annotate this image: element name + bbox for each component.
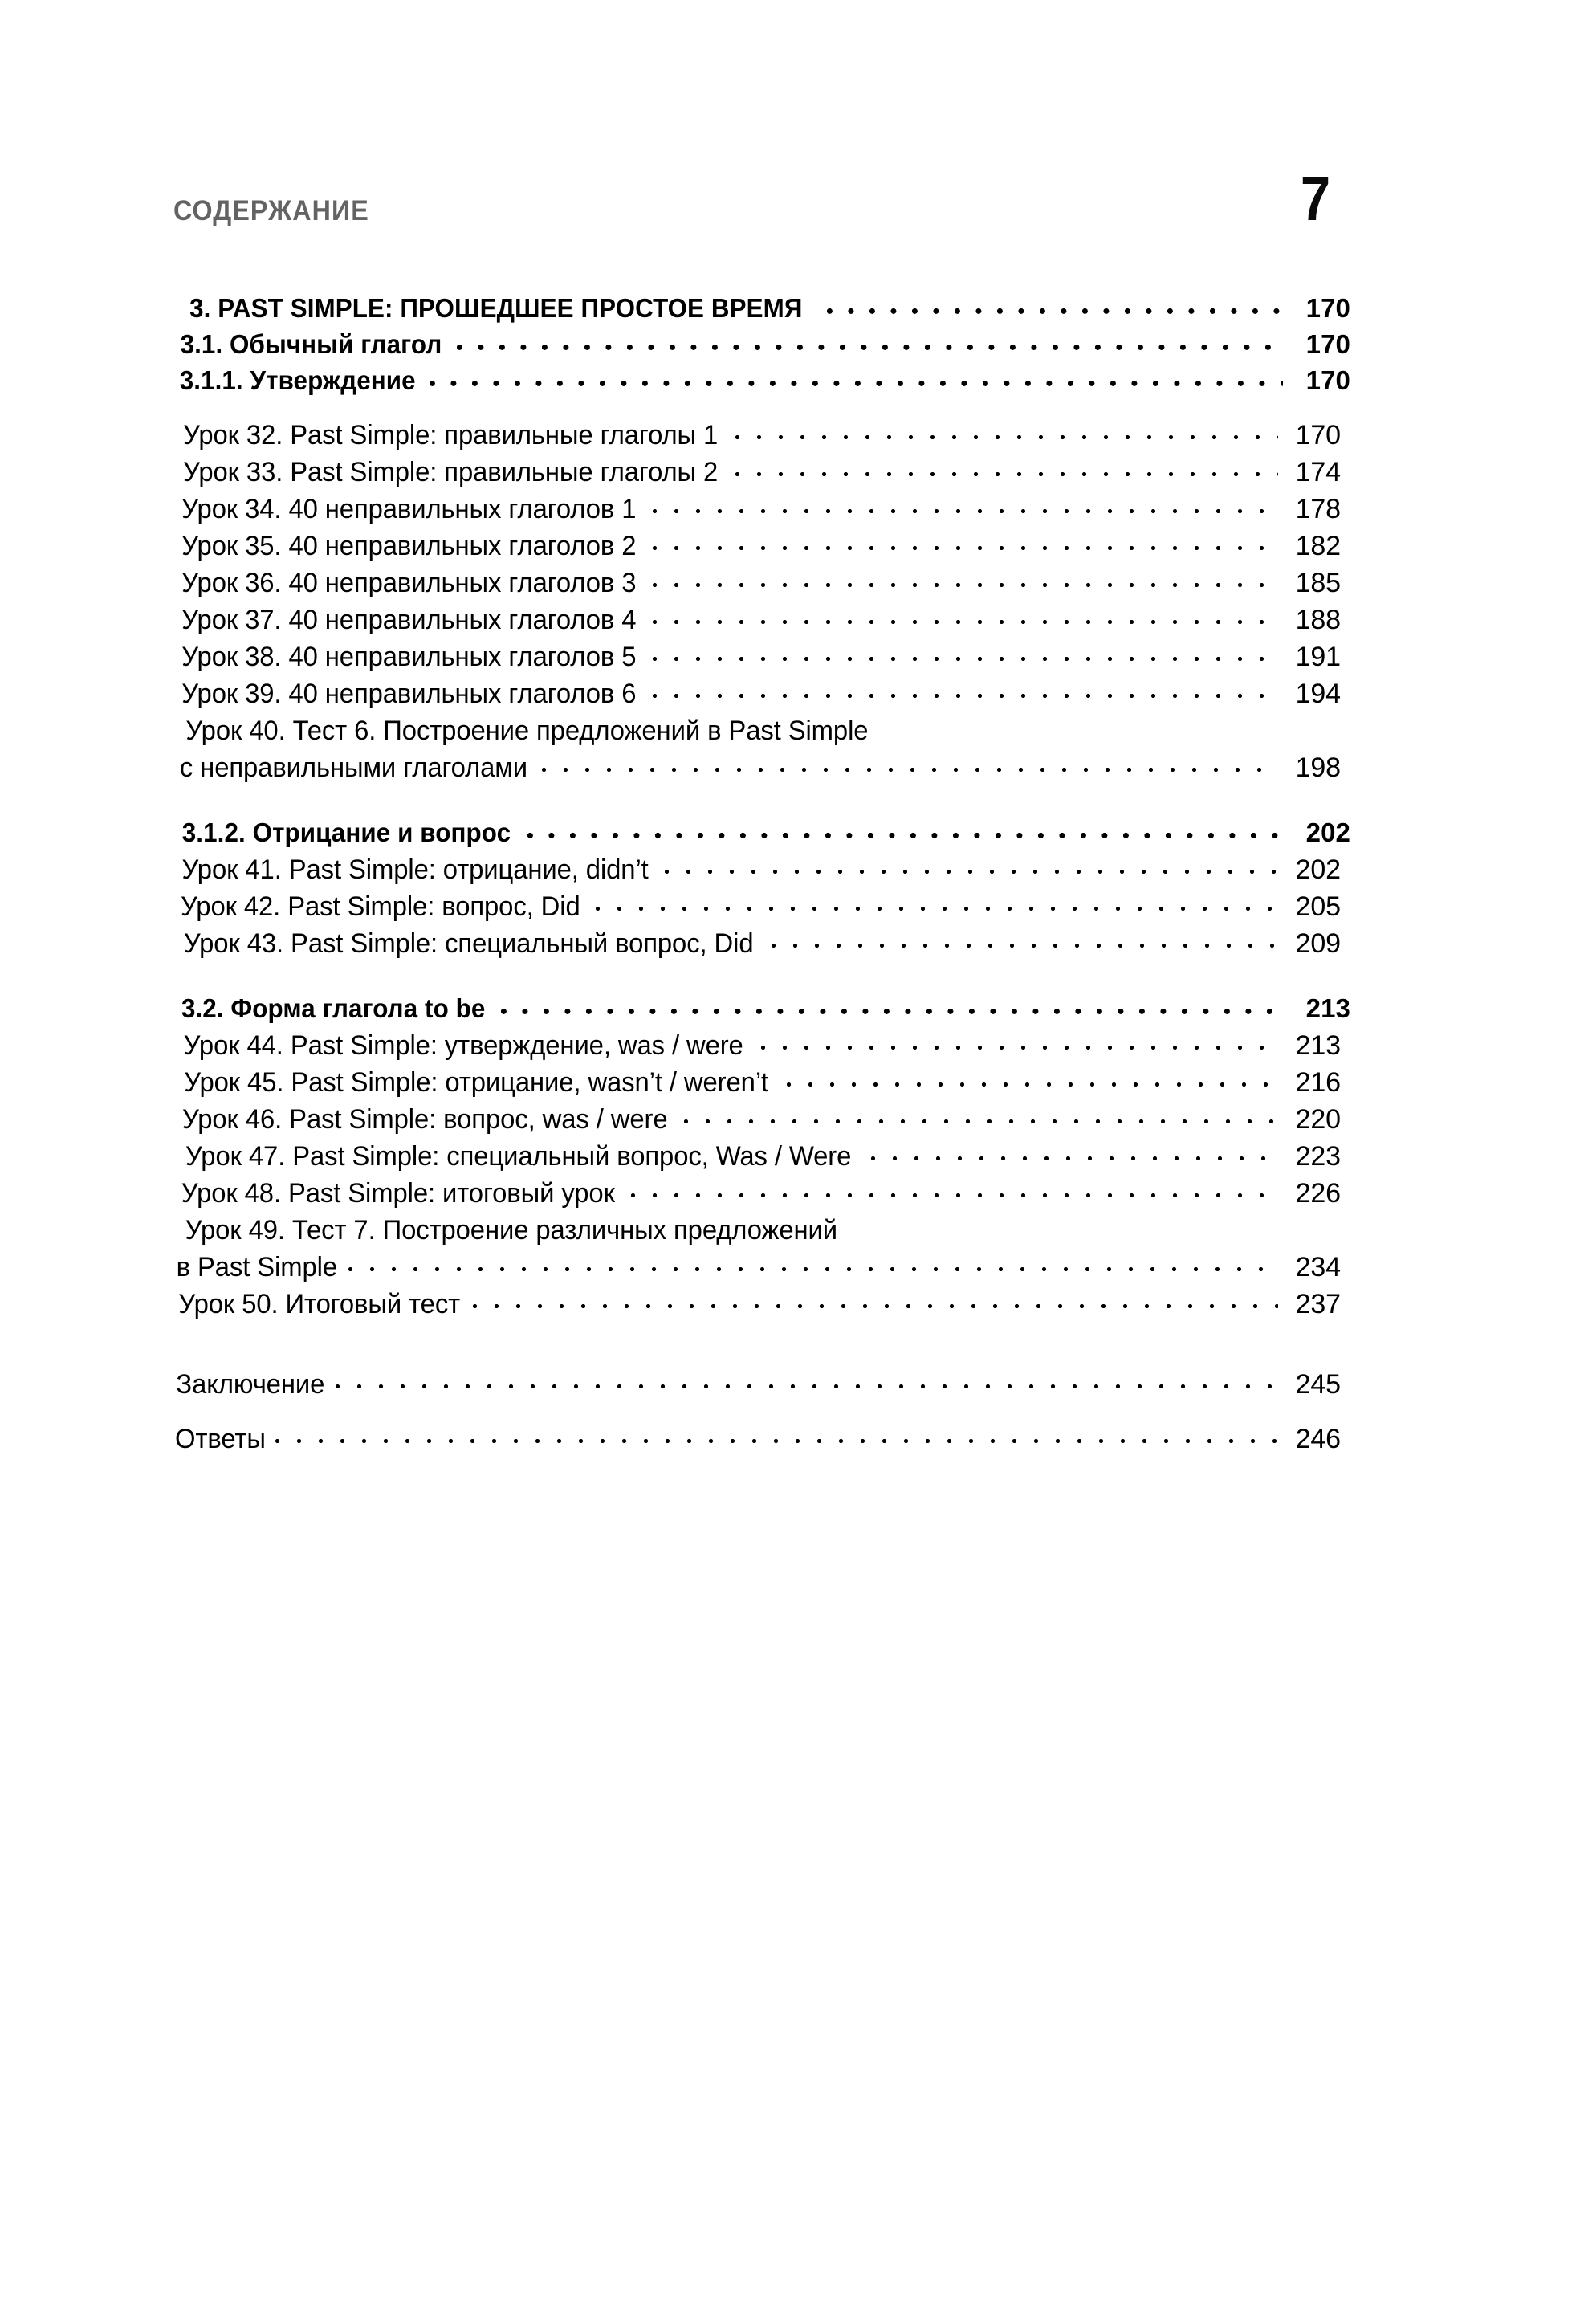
toc-section-row[interactable] <box>173 291 1350 327</box>
dot-leader <box>653 601 1278 629</box>
toc-page-number: 182 <box>1295 531 1341 561</box>
dot-leader <box>473 1286 1278 1313</box>
toc-section-label: 3. PAST SIMPLE: ПРОШЕДШЕЕ ПРОСТОЕ ВРЕМЯ <box>189 293 803 323</box>
toc-entry-label: Урок 49. Тест 7. Построение различных предложений <box>185 1215 837 1246</box>
toc-entry-row[interactable] <box>173 1249 1350 1286</box>
toc-entry-row[interactable] <box>173 1101 1350 1138</box>
toc-entry-label: Урок 41. Past Simple: отрицание, didn’t <box>181 854 649 885</box>
toc-page-number: 170 <box>1305 293 1350 323</box>
toc-page-number: 205 <box>1295 891 1341 922</box>
dot-leader <box>787 1064 1278 1091</box>
dot-leader <box>653 638 1278 666</box>
toc-entry-label: Урок 32. Past Simple: правильные глаголы 1 <box>183 420 719 451</box>
toc-section-label: 3.1. Обычный глагол <box>180 329 442 359</box>
toc-page-number: 245 <box>1295 1369 1341 1400</box>
toc-entry-label: Урок 37. 40 неправильных глаголов 4 <box>181 605 637 635</box>
toc-entry-row[interactable] <box>173 454 1350 491</box>
page-header <box>173 157 1330 234</box>
toc-page-number: 202 <box>1305 817 1350 847</box>
toc-page-number: 246 <box>1295 1424 1341 1454</box>
toc-entry-label: в Past Simple <box>176 1252 337 1282</box>
dot-leader <box>457 327 1283 353</box>
toc-group-gap <box>173 786 1350 815</box>
toc-entry-label: Урок 38. 40 неправильных глаголов 5 <box>181 642 637 672</box>
dot-leader <box>631 1175 1278 1202</box>
toc-entry-label: Урок 42. Past Simple: вопрос, Did <box>181 891 580 922</box>
toc-entry-row[interactable] <box>173 1421 1350 1458</box>
dot-leader <box>653 675 1278 703</box>
toc-page-number: 170 <box>1305 365 1350 395</box>
toc-entry-row[interactable] <box>173 638 1350 675</box>
toc-entry-label: Урок 36. 40 неправильных глаголов 3 <box>181 568 637 598</box>
dot-leader <box>761 1027 1278 1054</box>
toc-section-label: 3.2. Форма глагола to be <box>181 993 486 1023</box>
dot-leader <box>889 712 1278 740</box>
table-of-contents <box>173 291 1350 1458</box>
toc-entry-row[interactable] <box>173 1138 1350 1175</box>
dot-leader <box>653 565 1278 592</box>
dot-leader <box>735 454 1278 481</box>
toc-entry-row[interactable] <box>173 565 1350 601</box>
toc-page-number: 213 <box>1295 1030 1341 1061</box>
page-number: 7 <box>1300 163 1330 234</box>
dot-leader <box>348 1249 1278 1276</box>
dot-leader <box>501 991 1283 1017</box>
dot-leader <box>665 851 1278 879</box>
toc-page-number: 170 <box>1295 420 1341 451</box>
toc-page-number: 226 <box>1295 1178 1341 1209</box>
toc-entry-row[interactable] <box>173 675 1350 712</box>
toc-entry-label: Урок 46. Past Simple: вопрос, was / were <box>181 1104 668 1135</box>
toc-entry-label: Урок 50. Итоговый тест <box>178 1289 461 1319</box>
toc-entry-row[interactable] <box>173 601 1350 638</box>
toc-page-number: 234 <box>1295 1252 1341 1282</box>
dot-leader <box>596 888 1278 915</box>
toc-page-number: 213 <box>1305 993 1350 1023</box>
toc-entry-row[interactable] <box>173 491 1350 528</box>
toc-entry-row[interactable] <box>173 888 1350 925</box>
dot-leader <box>735 417 1278 444</box>
dot-leader <box>336 1366 1278 1393</box>
dot-leader <box>827 291 1283 317</box>
toc-entry-row[interactable] <box>173 1366 1350 1403</box>
dot-leader <box>527 815 1283 842</box>
toc-page-number: 223 <box>1295 1141 1341 1172</box>
toc-entry-row[interactable] <box>173 1027 1350 1064</box>
dot-leader <box>684 1101 1278 1128</box>
toc-entry-row[interactable] <box>173 1175 1350 1212</box>
toc-entry-row[interactable] <box>173 1212 1350 1249</box>
toc-entry-label: Урок 44. Past Simple: утверждение, was / were <box>183 1030 743 1061</box>
page-title: СОДЕРЖАНИЕ <box>173 195 369 226</box>
toc-page-number: 185 <box>1295 568 1341 598</box>
toc-page-number: 174 <box>1295 457 1341 487</box>
toc-entry-row[interactable] <box>173 1286 1350 1323</box>
toc-section-row[interactable] <box>173 327 1350 363</box>
toc-entry-row[interactable] <box>173 528 1350 565</box>
dot-leader <box>275 1421 1278 1448</box>
toc-entry-label: Урок 45. Past Simple: отрицание, wasn’t / weren’t <box>184 1067 769 1098</box>
toc-page-number: 170 <box>1305 329 1350 359</box>
toc-section-row[interactable] <box>173 363 1350 399</box>
dot-leader <box>772 925 1278 952</box>
toc-entry-label: Урок 39. 40 неправильных глаголов 6 <box>181 679 637 709</box>
toc-section-row[interactable] <box>173 991 1350 1027</box>
toc-entry-label: Урок 33. Past Simple: правильные глаголы 2 <box>183 457 719 487</box>
dot-leader <box>430 363 1283 389</box>
toc-entry-row[interactable] <box>173 851 1350 888</box>
toc-group-gap <box>173 962 1350 991</box>
toc-group-gap <box>173 1323 1350 1366</box>
toc-entry-label: Урок 35. 40 неправильных глаголов 2 <box>181 531 637 561</box>
toc-group-gap <box>173 399 1350 417</box>
toc-entry-label: Урок 48. Past Simple: итоговый урок <box>181 1178 615 1209</box>
toc-page-number: 191 <box>1295 642 1341 672</box>
toc-entry-label: Урок 43. Past Simple: специальный вопрос, Did <box>183 928 754 959</box>
toc-page-number: 178 <box>1295 494 1341 524</box>
toc-page-number: 202 <box>1295 854 1341 885</box>
toc-page-number: 237 <box>1295 1289 1341 1319</box>
toc-page-number: 220 <box>1295 1104 1341 1135</box>
toc-entry-row[interactable] <box>173 1064 1350 1101</box>
toc-entry-row[interactable] <box>173 417 1350 454</box>
toc-page-number: 216 <box>1295 1067 1341 1098</box>
dot-leader <box>653 528 1278 555</box>
toc-section-label: 3.1.1. Утверждение <box>179 365 416 395</box>
dot-leader <box>857 1212 1278 1239</box>
toc-section-row[interactable] <box>173 815 1350 851</box>
toc-page-number: 188 <box>1295 605 1341 635</box>
dot-leader <box>653 491 1278 518</box>
toc-page-number: 209 <box>1295 928 1341 959</box>
toc-entry-label: Ответы <box>175 1424 266 1454</box>
toc-page-number: 198 <box>1295 752 1341 783</box>
toc-entry-label: Урок 34. 40 неправильных глаголов 1 <box>181 494 637 524</box>
toc-entry-row[interactable] <box>173 925 1350 962</box>
toc-page-number: 194 <box>1295 679 1341 709</box>
toc-entry-label: Урок 40. Тест 6. Построение предложений в Past Simple <box>185 716 869 746</box>
toc-group-gap <box>173 1403 1350 1421</box>
dot-leader <box>871 1138 1278 1165</box>
toc-entry-label: с неправильными глаголами <box>179 752 527 783</box>
toc-entry-label: Урок 47. Past Simple: специальный вопрос, Was / Were <box>185 1141 852 1172</box>
toc-entry-row[interactable] <box>173 749 1350 786</box>
toc-entry-label: Заключение <box>176 1369 325 1400</box>
toc-entry-row[interactable] <box>173 712 1350 749</box>
toc-section-label: 3.1.2. Отрицание и вопрос <box>181 817 511 847</box>
dot-leader <box>542 749 1278 777</box>
